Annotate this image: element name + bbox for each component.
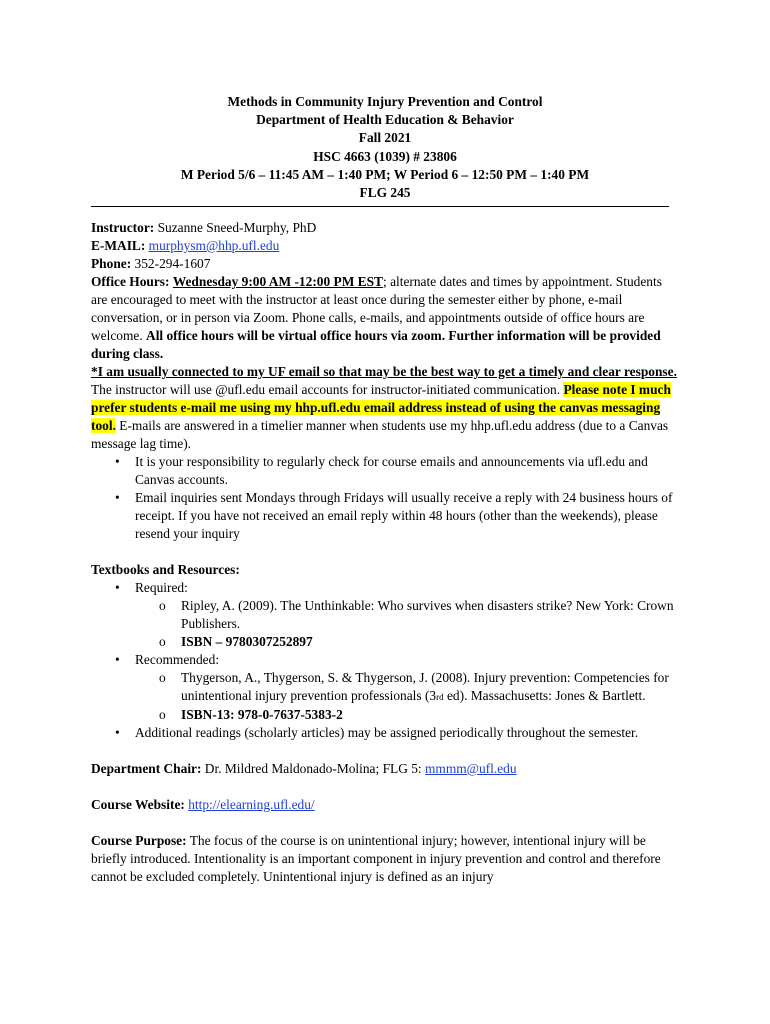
room: FLG 245 — [359, 185, 411, 201]
textbooks-list — [91, 579, 681, 742]
department-chair-line — [91, 760, 681, 778]
additional-readings: • Additional readings (scholarly articles) may be assigned periodically throughout the semester. — [91, 724, 681, 742]
term: Fall 2021 — [358, 130, 412, 146]
required-book: o Ripley, A. (2009). The Unthinkable: Who survives when disasters strike? New York: Crown Publishers. — [91, 597, 681, 633]
office-hours-virtual-note: All office hours will be virtual office hours via zoom. Further information will be provided during class. — [91, 328, 661, 361]
office-hours-text: ; alternate dates and times by appointment. Students are encouraged to meet with the instructor at least once during the semester either by phone, e-mail conversation, or in person via Zoom. Phone calls, e-mails, and appointments outside of office hours are welcome. — [91, 274, 662, 343]
course-website-line — [91, 796, 681, 814]
office-hours-label: Office Hours: — [91, 274, 170, 289]
department-chair-label: Department Chair: — [91, 761, 202, 776]
required-label: • Required: — [91, 579, 681, 597]
recommended-isbn: o ISBN-13: 978-0-7637-5383-2 — [91, 706, 681, 724]
contact-note-emphasis: *I am usually connected to my UF email so that may be the best way to get a timely and clear response. — [91, 364, 677, 379]
office-hours-time: Wednesday 9:00 AM -12:00 PM EST — [172, 274, 383, 289]
contact-note-text-2: E-mails are answered in a timelier manner when students use my hhp.ufl.edu address (due to a Canvas message lag time). — [91, 418, 669, 451]
email-line — [91, 237, 681, 255]
course-website-label: Course Website: — [91, 797, 185, 812]
department-chair-name: Dr. Mildred Maldonado-Molina; FLG 5: — [201, 761, 425, 776]
meeting-times: M Period 5/6 – 11:45 AM – 1:40 PM; W Period 6 – 12:50 PM – 1:40 PM — [180, 166, 590, 182]
department-name: Department of Health Education & Behavior — [256, 112, 514, 128]
course-purpose-text: The focus of the course is on unintentional injury; however, intentional injury will be briefly introduced. Intentionality is an important component in injury prevention and control and therefore cannot be excluded completely. Unintentional injury is defined as an injury — [91, 833, 661, 884]
email-label: E-MAIL: — [91, 238, 146, 253]
header-divider — [91, 206, 669, 207]
contact-note-highlight: Please note I much prefer students e-mail me using my hhp.ufl.edu email address instead of using the canvas messaging tool. — [91, 382, 671, 433]
office-hours-paragraph — [91, 273, 681, 363]
list-item: • It is your responsibility to regularly check for course emails and announcements via ufl.edu and Canvas accounts. — [91, 453, 681, 489]
required-isbn: o ISBN – 9780307252897 — [91, 633, 681, 651]
course-code: HSC 4663 (1039) # 23806 — [313, 148, 457, 164]
instructor-label: Instructor: — [91, 220, 155, 235]
syllabus-body — [91, 219, 681, 886]
contact-note-text: The instructor will use @ufl.edu email accounts for instructor-initiated communication. — [91, 382, 564, 397]
phone-number: 352-294-1607 — [131, 256, 211, 271]
instructor-email-link[interactable]: murphysm@hhp.ufl.edu — [148, 238, 280, 253]
course-title: Methods in Community Injury Prevention and Control — [227, 94, 543, 109]
list-item: • Email inquiries sent Mondays through Fridays will usually receive a reply with 24 business hours of receipt. If you have not received an email reply within 48 hours (other than the weekends), please resend your inquiry — [91, 489, 681, 543]
department-chair-email-link[interactable]: mmmm@ufl.edu — [424, 761, 517, 776]
course-website-link[interactable]: http://elearning.ufl.edu/ — [188, 797, 315, 812]
course-header — [88, 93, 682, 202]
phone-label: Phone: — [91, 256, 132, 271]
recommended-book: o Thygerson, A., Thygerson, S. & Thygerson, J. (2008). Injury prevention: Competencies for unintentional injury prevention professionals (3rd ed). Massachusetts: Jones & Bartlett. — [91, 669, 681, 706]
course-purpose-label: Course Purpose: — [91, 833, 187, 848]
recommended-label: • Recommended: — [91, 651, 681, 669]
phone-line — [91, 255, 681, 273]
contact-note-paragraph — [91, 363, 681, 453]
instructor-name: Suzanne Sneed-Murphy, PhD — [154, 220, 317, 235]
instructor-line — [91, 219, 681, 237]
course-purpose-paragraph — [91, 832, 681, 886]
textbooks-heading: Textbooks and Resources: — [91, 562, 240, 577]
contact-bullet-list — [91, 453, 681, 543]
